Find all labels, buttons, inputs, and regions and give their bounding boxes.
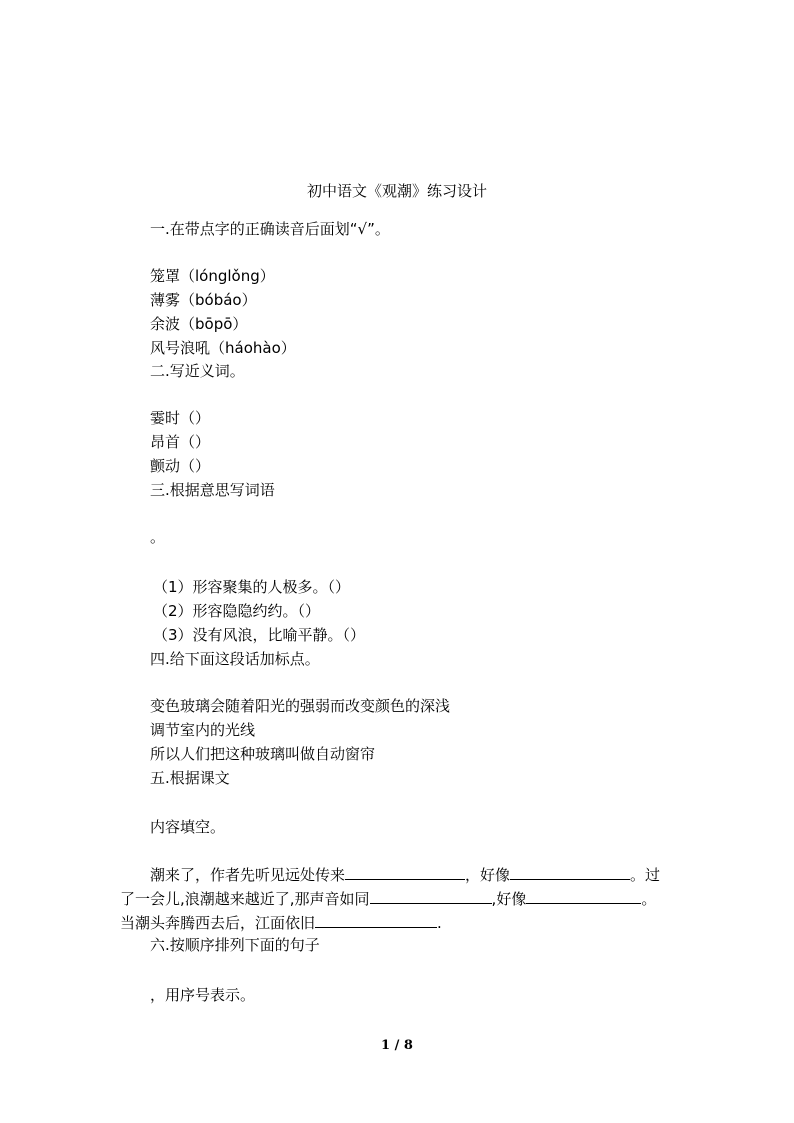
- question-4-line: 变色玻璃会随着阳光的强弱而改变颜色的深浅: [150, 697, 451, 715]
- question-3-item: （3）没有风浪，比喻平静。（）: [153, 626, 366, 644]
- question-6-heading: 六.按顺序排列下面的句子: [150, 936, 320, 954]
- question-1-item: 薄雾（bóbáo）: [150, 291, 257, 309]
- question-3-heading: 三.根据意思写词语: [150, 481, 275, 499]
- question-1-item: 余波（bōpō）: [150, 315, 248, 333]
- question-2-item: 昂首（）: [150, 433, 211, 451]
- fill-text: .: [437, 914, 442, 932]
- fill-text: 潮来了，作者先听见远处传来: [150, 866, 346, 884]
- blank-1[interactable]: [345, 864, 465, 880]
- question-3-item: （1）形容聚集的人极多。（）: [153, 578, 351, 596]
- question-3-dot: 。: [150, 528, 166, 546]
- blank-3[interactable]: [370, 888, 492, 904]
- document-title: 初中语文《观潮》练习设计: [306, 182, 487, 200]
- blank-2[interactable]: [510, 864, 630, 880]
- question-1-heading: 一.在带点字的正确读音后面划“√”。: [150, 220, 390, 238]
- question-5-heading: 五.根据课文: [150, 769, 230, 787]
- fill-text: 。: [641, 890, 657, 908]
- blank-5[interactable]: [315, 912, 437, 928]
- question-5-paragraph-line: [120, 912, 442, 933]
- page-number: 1 / 8: [381, 1038, 413, 1053]
- question-2-item: 颤动（）: [150, 457, 211, 475]
- question-4-line: 所以人们把这种玻璃叫做自动窗帘: [150, 745, 376, 763]
- fill-text: ,好像: [491, 890, 527, 908]
- question-4-heading: 四.给下面这段话加标点。: [150, 650, 320, 668]
- fill-text: ，好像: [465, 866, 511, 884]
- question-3-item: （2）形容隐隐约约。（）: [153, 602, 321, 620]
- blank-4[interactable]: [526, 888, 641, 904]
- question-1-item: 笼罩（lónglǒng）: [150, 267, 275, 285]
- question-2-heading: 二.写近义词。: [150, 362, 245, 380]
- fill-text: 当潮头奔腾西去后，江面依旧: [120, 914, 316, 932]
- fill-text: 。过: [630, 866, 661, 884]
- question-6-subheading: ，用序号表示。: [150, 986, 256, 1004]
- fill-text: 了一会儿,浪潮越来越近了,那声音如同: [120, 890, 370, 908]
- question-1-item: 风号浪吼（háohào）: [150, 339, 296, 357]
- question-5-paragraph-line: [120, 888, 656, 909]
- question-4-line: 调节室内的光线: [150, 721, 256, 739]
- question-5-paragraph-line: [150, 864, 660, 885]
- question-2-item: 霎时（）: [150, 409, 211, 427]
- question-5-subheading: 内容填空。: [150, 818, 226, 836]
